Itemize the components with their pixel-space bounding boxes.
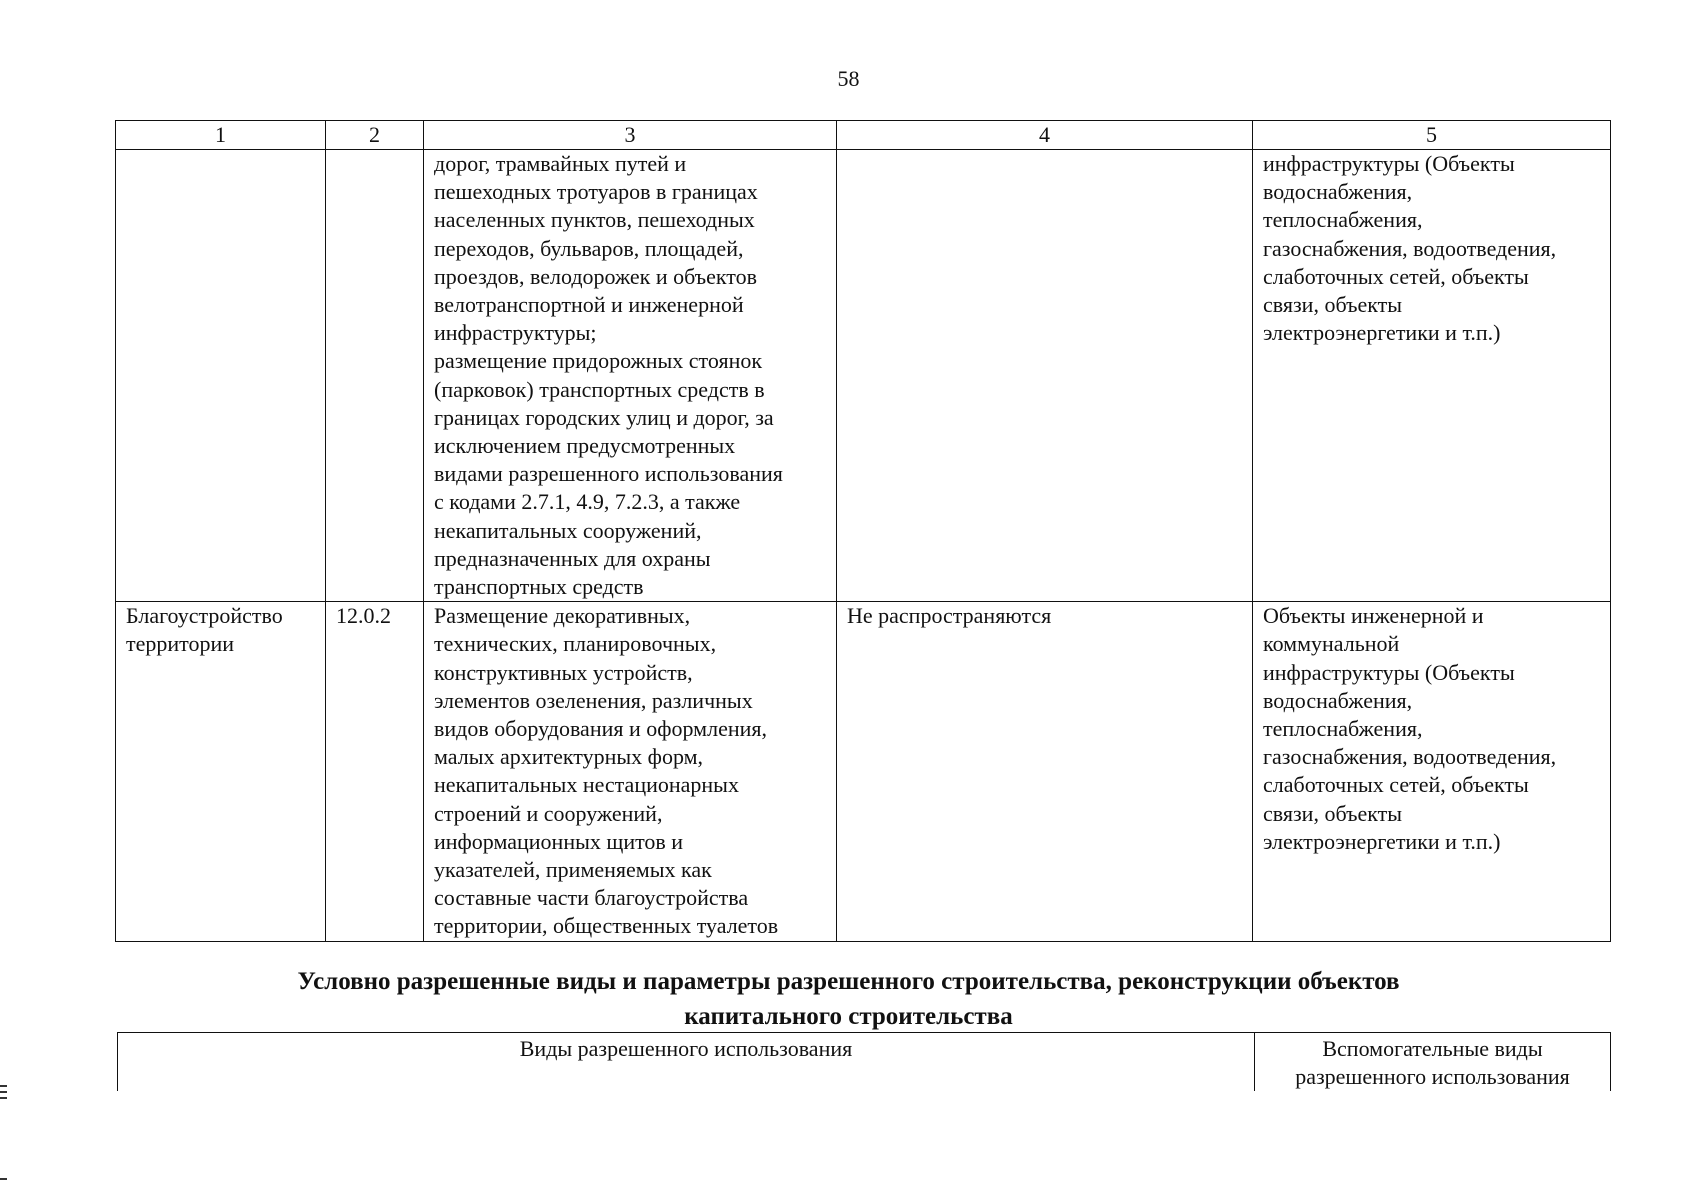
header-col-2: 2 — [326, 121, 424, 150]
conditional-uses-table — [117, 1032, 1611, 1091]
header-auxiliary-uses — [1255, 1033, 1611, 1092]
cell-line: переходов, бульваров, площадей, — [434, 235, 744, 261]
cell-line: пешеходных тротуаров в границах — [434, 179, 758, 205]
cell-line: информационных щитов и — [434, 828, 684, 854]
cell-line: водоснабжения, — [1263, 179, 1413, 205]
cell-line: видами разрешенного использования — [434, 461, 783, 487]
margin-mark — [0, 1097, 7, 1099]
cell-line: транспортных средств — [434, 574, 644, 600]
header-permitted-uses: Виды разрешенного использования — [118, 1033, 1255, 1092]
cell-line: Благоустройство — [126, 603, 283, 629]
table-cell-col-3 — [424, 150, 837, 602]
table-row — [116, 602, 1611, 941]
table-cell-col-5 — [1253, 602, 1611, 941]
cell-line: теплоснабжения, — [1263, 716, 1423, 742]
table-cell-col-2 — [326, 602, 424, 941]
cell-line: 12.0.2 — [336, 603, 391, 629]
table-cell-col-4 — [837, 150, 1253, 602]
cell-line: Размещение декоративных, — [434, 603, 691, 629]
margin-mark — [0, 1091, 7, 1093]
cell-line: указателей, применяемых как — [434, 857, 712, 883]
header-col-5: 5 — [1253, 121, 1611, 150]
cell-line: территории, общественных туалетов — [434, 913, 779, 939]
cell-line: размещение придорожных стоянок — [434, 348, 763, 374]
header-col-3: 3 — [424, 121, 837, 150]
cell-line: слаботочных сетей, объекты — [1263, 772, 1529, 798]
cell-line: границах городских улиц и дорог, за — [434, 404, 774, 430]
cell-line: связи, объекты — [1263, 800, 1403, 826]
cell-line: теплоснабжения, — [1263, 207, 1423, 233]
cell-line: инфраструктуры; — [434, 320, 597, 346]
cell-line: инфраструктуры (Объекты — [1263, 151, 1515, 176]
cell-line: конструктивных устройств, — [434, 659, 693, 685]
table-header-row — [118, 1033, 1611, 1092]
cell-line: инфраструктуры (Объекты — [1263, 659, 1515, 685]
cell-line: Объекты инженерной и — [1263, 603, 1484, 629]
cell-line: видов оборудования и оформления, — [434, 716, 768, 742]
cell-line: велотранспортной и инженерной — [434, 292, 744, 318]
margin-mark — [0, 1085, 7, 1087]
cell-line: Не распространяются — [847, 603, 1052, 629]
cell-line: элементов озеленения, различных — [434, 687, 753, 713]
cell-line: электроэнергетики и т.п.) — [1263, 320, 1501, 346]
cell-line: строений и сооружений, — [434, 800, 663, 826]
section-heading-line: Условно разрешенные виды и параметры разрешенного строительства, реконструкции объектов — [297, 968, 1400, 995]
header-col-1: 1 — [116, 121, 326, 150]
cell-line: технических, планировочных, — [434, 631, 717, 657]
cell-line: с кодами 2.7.1, 4.9, 7.2.3, а также — [434, 489, 741, 515]
table-cell-col-1 — [116, 150, 326, 602]
cell-line: связи, объекты — [1263, 292, 1403, 318]
cell-line: предназначенных для охраны — [434, 545, 711, 571]
cell-line: малых архитектурных форм, — [434, 744, 704, 770]
header-line: разрешенного использования — [1295, 1064, 1570, 1090]
section-heading-line: капитального строительства — [684, 1003, 1013, 1030]
cell-line: электроэнергетики и т.п.) — [1263, 828, 1501, 854]
cell-line: газоснабжения, водоотведения, — [1263, 235, 1557, 261]
margin-mark — [0, 1178, 7, 1180]
cell-line: исключением предусмотренных — [434, 433, 736, 459]
table-cell-col-5 — [1253, 150, 1611, 602]
cell-line: водоснабжения, — [1263, 687, 1413, 713]
page-number: 58 — [837, 66, 860, 91]
header-line: Вспомогательные виды — [1322, 1036, 1543, 1061]
table-cell-col-2 — [326, 150, 424, 602]
table-cell-col-3 — [424, 602, 837, 941]
cell-line: составные части благоустройства — [434, 885, 749, 911]
table-header-row — [116, 121, 1611, 150]
table-cell-col-4 — [837, 602, 1253, 941]
table-row — [116, 150, 1611, 602]
section-heading — [0, 964, 1697, 1034]
cell-line: территории — [126, 631, 235, 657]
cell-line: некапитальных нестационарных — [434, 772, 739, 798]
cell-line: (парковок) транспортных средств в — [434, 376, 765, 402]
cell-line: некапитальных сооружений, — [434, 517, 702, 543]
cell-line: проездов, велодорожек и объектов — [434, 263, 757, 289]
cell-line: газоснабжения, водоотведения, — [1263, 744, 1557, 770]
header-col-4: 4 — [837, 121, 1253, 150]
cell-line: населенных пунктов, пешеходных — [434, 207, 755, 233]
cell-line: коммунальной — [1263, 631, 1400, 657]
cell-line: слаботочных сетей, объекты — [1263, 263, 1529, 289]
land-use-table — [115, 120, 1611, 942]
table-cell-col-1 — [116, 602, 326, 941]
cell-line: дорог, трамвайных путей и — [434, 151, 687, 176]
